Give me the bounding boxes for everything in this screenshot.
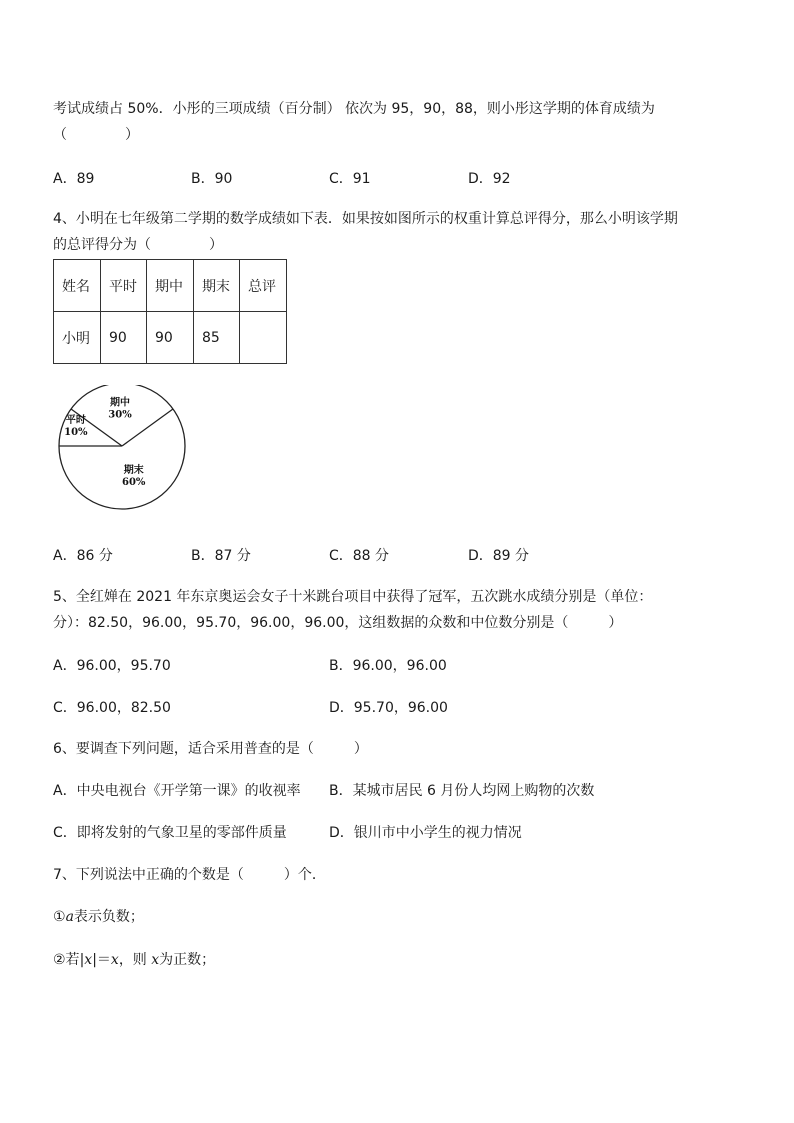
math-var: a	[65, 909, 74, 925]
table-cell: 90	[101, 312, 147, 364]
q7-item-2	[53, 950, 215, 970]
q3-option-b[interactable]: B．90	[191, 171, 233, 187]
score-table	[53, 259, 287, 364]
q6-option-b[interactable]: B．某城市居民 6 月份人均网上购物的次数	[329, 783, 595, 799]
paren-close: ）	[125, 127, 139, 143]
table-header-cell: 期中	[147, 260, 194, 312]
abs-bar: |	[79, 952, 85, 968]
item-text: ，则	[118, 952, 152, 968]
table-header-row	[54, 260, 287, 312]
abs-bar: |	[92, 952, 97, 968]
q5-line2-text: 分）：82.50，96.00，95.70，96.00，96.00，这组数据的众数和中位数分别是（	[53, 615, 569, 631]
q5-option-a[interactable]: A．96.00，95.70	[53, 658, 171, 674]
paren-close: ）	[608, 615, 623, 631]
paren-close: ）	[353, 741, 368, 757]
table-cell: 小明	[54, 312, 101, 364]
q3-text-line1: 考试成绩占 50%．小彤的三项成绩（百分制） 依次为 95，90，88，则小彤这学期的体育成绩为	[53, 101, 655, 117]
weight-pie-chart	[55, 385, 195, 525]
table-cell: 85	[194, 312, 240, 364]
q5-option-d[interactable]: D．95.70，96.00	[329, 700, 448, 716]
equals-sign: ＝	[96, 952, 111, 968]
table-cell: 90	[147, 312, 194, 364]
item-text: 表示负数；	[73, 909, 144, 925]
item-text: 为正数；	[159, 952, 216, 968]
item-text: ②若	[53, 952, 80, 968]
table-header-cell: 姓名	[54, 260, 101, 312]
q7-line1-post: ）个．	[283, 867, 326, 883]
item-marker: ①	[53, 909, 66, 925]
paren-close: ）	[209, 237, 223, 253]
math-var: x	[84, 952, 93, 968]
q3-option-c[interactable]: C．91	[329, 171, 371, 187]
q3-option-a[interactable]: A．89	[53, 171, 95, 187]
pie-slice-label: 期末	[123, 464, 144, 476]
q7-text-line1	[53, 865, 326, 885]
pie-slice-label: 平时	[65, 414, 86, 426]
q6-line1-text: 6、要调查下列问题，适合采用普查的是（	[53, 741, 314, 757]
q5-option-c[interactable]: C．96.00，82.50	[53, 700, 171, 716]
q3-answer-paren	[53, 125, 139, 145]
pie-slice-label: 期中	[110, 397, 130, 409]
q5-option-b[interactable]: B．96.00，96.00	[329, 658, 447, 674]
q4-text-line2	[53, 235, 223, 255]
q7-line1-pre: 7、下列说法中正确的个数是（	[53, 867, 244, 883]
q4-option-d[interactable]: D．89 分	[468, 548, 530, 564]
table-row	[54, 312, 287, 364]
math-var: x	[151, 952, 160, 968]
q7-item-1	[53, 907, 144, 927]
table-cell	[240, 312, 287, 364]
q5-text-line1: 5、全红婵在 2021 年东京奥运会女子十米跳台项目中获得了冠军，五次跳水成绩分别是（单位：	[53, 589, 653, 605]
q4-option-c[interactable]: C．88 分	[329, 548, 390, 564]
q3-option-d[interactable]: D．92	[468, 171, 511, 187]
q4-option-a[interactable]: A．86 分	[53, 548, 113, 564]
q6-option-a[interactable]: A．中央电视台《开学第一课》的收视率	[53, 783, 301, 799]
q5-text-line2	[53, 613, 622, 633]
table-header-cell: 总评	[240, 260, 287, 312]
table-header-cell: 平时	[101, 260, 147, 312]
q6-option-d[interactable]: D．银川市中小学生的视力情况	[329, 825, 522, 841]
math-var: x	[110, 952, 119, 968]
pie-slice-value-label: 30%	[108, 409, 132, 421]
q4-option-b[interactable]: B．87 分	[191, 548, 251, 564]
q4-text-line1: 4、小明在七年级第二学期的数学成绩如下表．如果按如图所示的权重计算总评得分，那么小明该学期	[53, 211, 678, 227]
pie-slice-value-label: 10%	[64, 426, 88, 438]
q6-option-c[interactable]: C．即将发射的气象卫星的零部件质量	[53, 825, 287, 841]
q6-text-line1	[53, 739, 368, 759]
table-header-cell: 期末	[194, 260, 240, 312]
pie-slice-value-label: 60%	[122, 476, 146, 488]
paren-open: （	[53, 127, 67, 143]
q4-line2-text: 的总评得分为（	[53, 237, 151, 253]
